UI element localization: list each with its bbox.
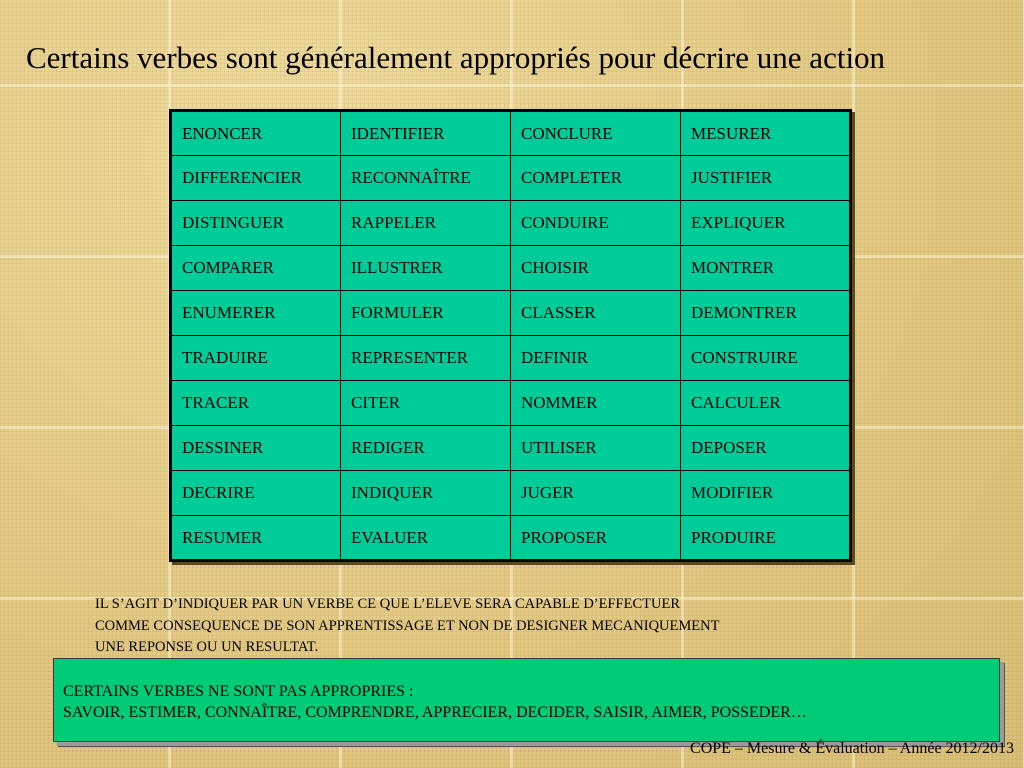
table-row	[171, 201, 851, 246]
note-text	[95, 594, 719, 659]
table-cell: REPRESENTER	[341, 336, 511, 381]
table-cell: CHOISIR	[511, 246, 681, 291]
table-cell: CITER	[341, 381, 511, 426]
table-cell: RECONNAÎTRE	[341, 156, 511, 201]
table-cell: CONCLURE	[511, 111, 681, 156]
callout-verbs: SAVOIR, ESTIMER, CONNAÎTRE, COMPRENDRE, APPRECIER, DECIDER, SAISIR, AIMER, POSSEDER…	[63, 704, 807, 721]
table-row	[171, 516, 851, 561]
table-cell: PRODUIRE	[681, 516, 851, 561]
table-row	[171, 381, 851, 426]
table-cell: DIFFERENCIER	[171, 156, 341, 201]
table-cell: CONDUIRE	[511, 201, 681, 246]
table-cell: CONSTRUIRE	[681, 336, 851, 381]
table-row	[171, 471, 851, 516]
note-line: IL S’AGIT D’INDIQUER PAR UN VERBE CE QUE L’ELEVE SERA CAPABLE D’EFFECTUER	[95, 596, 680, 612]
table-cell: FORMULER	[341, 291, 511, 336]
table-cell: MODIFIER	[681, 471, 851, 516]
table-cell: DISTINGUER	[171, 201, 341, 246]
table-row	[171, 156, 851, 201]
table-cell: TRADUIRE	[171, 336, 341, 381]
table-cell: RAPPELER	[341, 201, 511, 246]
slide-title: Certains verbes sont généralement appropriés pour décrire une action	[26, 40, 886, 75]
table-cell: COMPLETER	[511, 156, 681, 201]
table-cell: DECRIRE	[171, 471, 341, 516]
table-row	[171, 246, 851, 291]
table-cell: NOMMER	[511, 381, 681, 426]
table-cell: ENONCER	[171, 111, 341, 156]
table-cell: IDENTIFIER	[341, 111, 511, 156]
table-cell: JUSTIFIER	[681, 156, 851, 201]
table-cell: DESSINER	[171, 426, 341, 471]
table-cell: ILLUSTRER	[341, 246, 511, 291]
callout-heading: CERTAINS VERBES NE SONT PAS APPROPRIES :	[63, 683, 414, 700]
inappropriate-verbs-box	[53, 658, 1000, 742]
slide-footer: COPE – Mesure & Évaluation – Année 2012/2013	[690, 740, 1014, 757]
table-row	[171, 336, 851, 381]
table-cell: COMPARER	[171, 246, 341, 291]
table-cell: ENUMERER	[171, 291, 341, 336]
table-cell: REDIGER	[341, 426, 511, 471]
table-cell: UTILISER	[511, 426, 681, 471]
table-cell: TRACER	[171, 381, 341, 426]
table-cell: CLASSER	[511, 291, 681, 336]
table-cell: DEPOSER	[681, 426, 851, 471]
table-cell: INDIQUER	[341, 471, 511, 516]
note-line: UNE REPONSE OU UN RESULTAT.	[95, 639, 319, 655]
table-cell: EVALUER	[341, 516, 511, 561]
table-cell: DEFINIR	[511, 336, 681, 381]
verb-table-body	[171, 111, 851, 561]
table-cell: RESUMER	[171, 516, 341, 561]
table-cell: PROPOSER	[511, 516, 681, 561]
table-cell: MONTRER	[681, 246, 851, 291]
note-line: COMME CONSEQUENCE DE SON APPRENTISSAGE ET NON DE DESIGNER MECANIQUEMENT	[95, 617, 720, 634]
table-row	[171, 426, 851, 471]
table-cell: EXPLIQUER	[681, 201, 851, 246]
table-cell: DEMONTRER	[681, 291, 851, 336]
table-cell: CALCULER	[681, 381, 851, 426]
table-cell: MESURER	[681, 111, 851, 156]
verb-table	[169, 109, 852, 562]
table-row	[171, 291, 851, 336]
table-cell: JUGER	[511, 471, 681, 516]
table-row	[171, 111, 851, 156]
